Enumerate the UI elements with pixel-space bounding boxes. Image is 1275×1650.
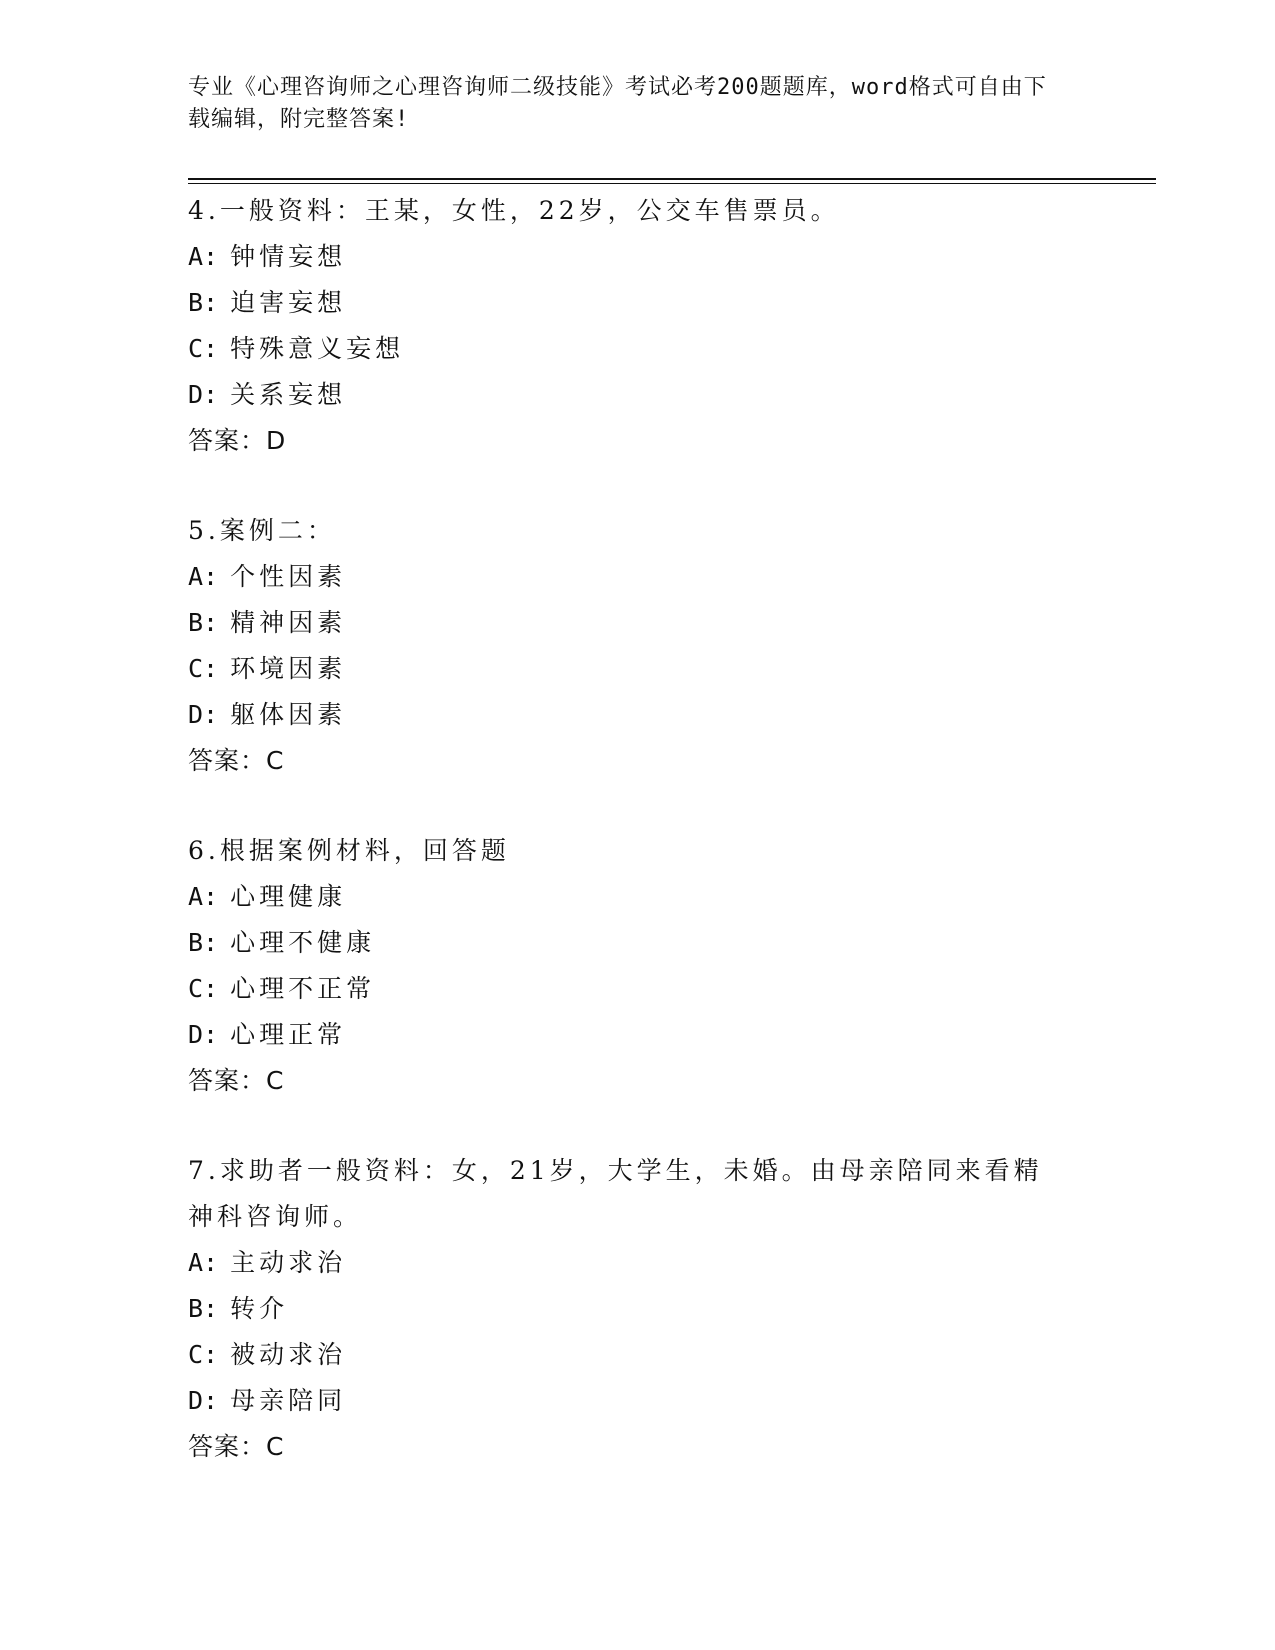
header-rule-thick	[188, 178, 1156, 180]
option-key: D:	[188, 700, 219, 729]
option-c	[188, 1332, 1068, 1378]
option-d	[188, 692, 1068, 738]
option-b	[188, 920, 1068, 966]
option-key: A:	[188, 882, 219, 911]
option-a	[188, 1240, 1068, 1286]
question-stem: 4.一般资料：王某，女性，22岁，公交车售票员。	[188, 196, 840, 225]
header-text: 专业《心理咨询师之心理咨询师二级技能》考试必考200题题库，word格式可自由下载编辑，附完整答案!	[188, 75, 1047, 132]
option-key: B:	[188, 1294, 219, 1323]
option-key: B:	[188, 288, 219, 317]
option-key: B:	[188, 928, 219, 957]
option-key: D:	[188, 380, 219, 409]
header-rule-thin	[188, 183, 1156, 184]
option-key: D:	[188, 1020, 219, 1049]
option-text: 躯体因素	[230, 700, 347, 729]
option-text: 母亲陪同	[230, 1386, 347, 1415]
question-6	[188, 828, 1068, 1104]
option-d	[188, 1378, 1068, 1424]
answer: 答案：C	[188, 746, 285, 775]
option-text: 环境因素	[230, 654, 347, 683]
option-key: C:	[188, 1340, 219, 1369]
option-text: 关系妄想	[230, 380, 347, 409]
option-d	[188, 1012, 1068, 1058]
option-key: C:	[188, 654, 219, 683]
option-d	[188, 372, 1068, 418]
answer: 答案：D	[188, 426, 287, 455]
question-7	[188, 1148, 1068, 1470]
option-text: 主动求治	[230, 1248, 347, 1277]
option-key: A:	[188, 242, 219, 271]
option-text: 心理不健康	[230, 928, 376, 957]
question-4	[188, 188, 1068, 464]
option-text: 个性因素	[230, 562, 347, 591]
option-key: D:	[188, 1386, 219, 1415]
question-stem: 7.求助者一般资料：女，21岁，大学生，未婚。由母亲陪同来看精神科咨询师。	[188, 1156, 1043, 1231]
option-b	[188, 1286, 1068, 1332]
option-key: B:	[188, 608, 219, 637]
option-a	[188, 874, 1068, 920]
option-key: C:	[188, 974, 219, 1003]
question-5	[188, 508, 1068, 784]
option-text: 精神因素	[230, 608, 347, 637]
option-text: 被动求治	[230, 1340, 347, 1369]
option-text: 迫害妄想	[230, 288, 347, 317]
option-key: A:	[188, 562, 219, 591]
question-stem: 6.根据案例材料，回答题	[188, 836, 510, 865]
question-stem: 5.案例二：	[188, 516, 336, 545]
answer: 答案：C	[188, 1066, 285, 1095]
answer: 答案：C	[188, 1432, 285, 1461]
option-c	[188, 646, 1068, 692]
option-key: C:	[188, 334, 219, 363]
option-text: 特殊意义妄想	[230, 334, 405, 363]
option-a	[188, 554, 1068, 600]
option-text: 转介	[230, 1294, 289, 1323]
option-key: A:	[188, 1248, 219, 1277]
option-c	[188, 966, 1068, 1012]
option-c	[188, 326, 1068, 372]
option-b	[188, 280, 1068, 326]
option-a	[188, 234, 1068, 280]
option-text: 钟情妄想	[230, 242, 347, 271]
option-text: 心理正常	[230, 1020, 347, 1049]
option-b	[188, 600, 1068, 646]
question-list	[188, 188, 1068, 1514]
option-text: 心理不正常	[230, 974, 376, 1003]
document-header	[188, 72, 1068, 136]
option-text: 心理健康	[230, 882, 347, 911]
